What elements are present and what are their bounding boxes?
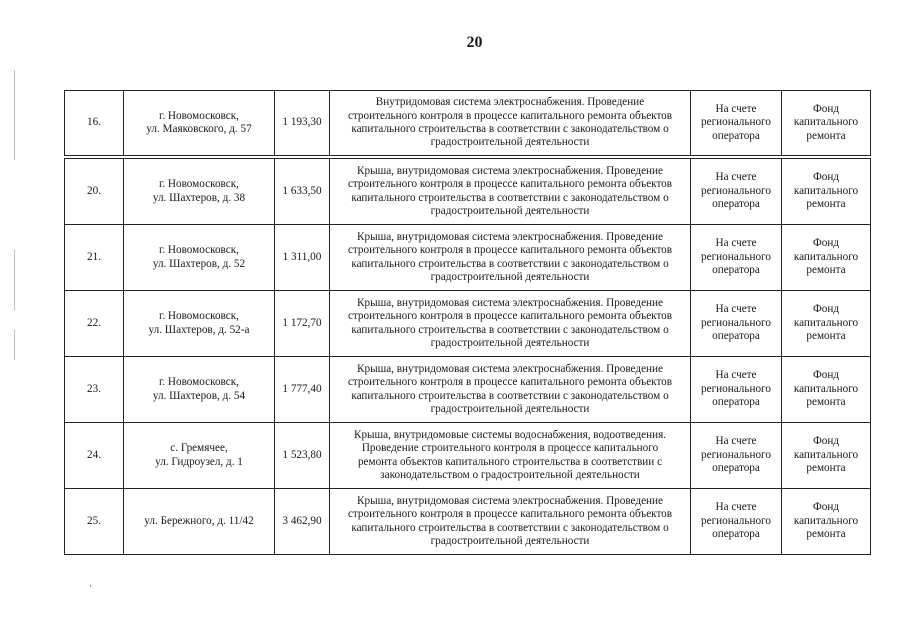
area-cell: 1 311,00 [275, 225, 330, 291]
area-cell: 1 523,80 [275, 423, 330, 489]
work-description-cell-line: градостроительной деятельности [430, 534, 590, 547]
area-cell: 1 777,40 [275, 357, 330, 423]
work-description-cell [330, 357, 691, 423]
address-cell [124, 159, 275, 225]
fund-cell-line: Фонд [812, 369, 840, 382]
address-cell [124, 291, 275, 357]
work-description-cell-line: строительного контроля в процессе капитального ремонта объектов [347, 244, 673, 257]
work-description-cell-line: Крыша, внутридомовая система электроснабжения. Проведение [357, 164, 663, 177]
work-description-cell [330, 225, 691, 291]
address-cell [124, 489, 275, 555]
account-cell-line: оператора [712, 462, 760, 475]
fund-cell [782, 357, 871, 423]
address-cell-line: ул. Маяковского, д. 57 [146, 123, 252, 135]
work-description-cell-line: градостроительной деятельности [430, 136, 590, 149]
row-number-cell: 24. [65, 423, 124, 489]
fund-cell-line: ремонта [806, 264, 846, 277]
work-description-cell-line: градостроительной деятельности [430, 402, 590, 415]
account-cell-line: На счете [715, 171, 757, 184]
fund-cell-line: ремонта [806, 129, 846, 142]
fund-cell-line: Фонд [812, 102, 840, 115]
fund-cell-line: капитального [793, 184, 859, 197]
fund-cell-line: Фонд [812, 435, 840, 448]
account-cell-line: На счете [715, 237, 757, 250]
left-margin-mark [14, 70, 15, 160]
work-description-cell-line: Крыша, внутридомовая система электроснабжения. Проведение [357, 362, 663, 375]
row-number-cell: 23. [65, 357, 124, 423]
account-cell-line: оператора [712, 198, 760, 211]
account-cell-line: регионального [701, 184, 771, 197]
account-cell-line: На счете [715, 303, 757, 316]
account-cell-line: оператора [712, 396, 760, 409]
work-description-cell-line: законодательством о градостроительной деятельности [380, 468, 640, 481]
address-cell [124, 225, 275, 291]
address-cell-line: ул. Шахтеров, д. 52-а [148, 323, 250, 336]
row-number-cell: 22. [65, 291, 124, 357]
work-description-cell-line: Внутридомовая система электроснабжения. Проведение [375, 96, 645, 109]
account-cell-line: регионального [701, 448, 771, 461]
row-number-cell: 21. [65, 225, 124, 291]
area-cell: 3 462,90 [275, 489, 330, 555]
fund-cell-line: капитального [793, 382, 859, 395]
account-cell [691, 91, 782, 156]
address-cell-line: ул. Шахтеров, д. 54 [152, 389, 246, 402]
area-cell: 1 172,70 [275, 291, 330, 357]
fund-cell-line: Фонд [812, 237, 840, 250]
work-description-cell-line: капитального строительства в соответствии с законодательством о [351, 521, 669, 534]
work-description-cell-line: строительного контроля в процессе капитального ремонта объектов [347, 109, 673, 122]
work-description-cell-line: ремонта объектов капитального строительства в соответствии с [357, 455, 663, 468]
address-cell-line: ул. Шахтеров, д. 38 [152, 191, 246, 204]
left-margin-mark [14, 330, 15, 360]
work-description-cell [330, 489, 691, 555]
left-margin-mark [14, 250, 15, 310]
work-description-cell-line: строительного контроля в процессе капитального ремонта объектов [347, 508, 673, 521]
address-cell-line: ул. Гидроузел, д. 1 [155, 455, 243, 468]
work-description-cell-line: капитального строительства в соответствии с законодательством о [351, 191, 669, 204]
area-cell: 1 633,50 [275, 159, 330, 225]
address-cell-line: с. Гремячее, [170, 442, 228, 455]
fund-cell-line: ремонта [806, 462, 846, 475]
table-row [65, 423, 871, 489]
account-cell [691, 489, 782, 555]
work-description-cell-line: строительного контроля в процессе капитального ремонта объектов [347, 178, 673, 191]
work-description-cell-line: капитального строительства в соответствии с законодательством о [351, 389, 669, 402]
area-cell: 1 193,30 [275, 91, 330, 156]
account-cell-line: На счете [715, 501, 757, 514]
address-cell [124, 423, 275, 489]
work-description-cell-line: капитального строительства в соответствии с законодательством о [351, 323, 669, 336]
fund-cell-line: капитального [793, 116, 859, 129]
fund-cell-line: капитального [793, 448, 859, 461]
work-description-cell-line: Крыша, внутридомовая система электроснабжения. Проведение [357, 494, 663, 507]
table-row [65, 489, 871, 555]
address-cell-line: г. Новомосковск, [159, 109, 239, 122]
work-description-cell-line: градостроительной деятельности [430, 204, 590, 217]
fund-cell [782, 91, 871, 156]
table-row [65, 159, 871, 225]
address-cell-line: г. Новомосковск, [159, 244, 239, 257]
account-cell-line: оператора [712, 330, 760, 343]
scan-speck [90, 585, 91, 587]
work-description-cell [330, 159, 691, 225]
table-row [65, 357, 871, 423]
account-cell [691, 423, 782, 489]
address-cell-line: г. Новомосковск, [159, 310, 239, 323]
account-cell-line: На счете [715, 435, 757, 448]
fund-cell-line: ремонта [806, 330, 846, 343]
work-description-cell-line: капитального строительства в соответствии с законодательством о [351, 257, 669, 270]
address-cell-line: ул. Шахтеров, д. 52 [152, 257, 246, 270]
work-description-cell [330, 291, 691, 357]
account-cell [691, 159, 782, 225]
work-description-cell-line: капитального строительства в соответствии с законодательством о [351, 123, 669, 135]
account-cell-line: регионального [701, 116, 771, 129]
fund-cell [782, 489, 871, 555]
account-cell-line: регионального [701, 316, 771, 329]
fund-cell-line: ремонта [806, 396, 846, 409]
fund-cell-line: капитального [793, 514, 859, 527]
register-table [64, 158, 871, 555]
fund-cell-line: Фонд [812, 501, 840, 514]
work-description-cell-line: Крыша, внутридомовые системы водоснабжения, водоотведения. [353, 428, 667, 441]
fund-cell-line: Фонд [812, 303, 840, 316]
row-number-cell: 25. [65, 489, 124, 555]
account-cell-line: оператора [712, 264, 760, 277]
fund-cell [782, 225, 871, 291]
fund-cell-line: капитального [793, 316, 859, 329]
account-cell [691, 225, 782, 291]
address-cell [124, 91, 275, 156]
work-description-cell [330, 91, 691, 156]
account-cell [691, 357, 782, 423]
work-description-cell-line: градостроительной деятельности [430, 270, 590, 283]
fund-cell [782, 159, 871, 225]
address-cell-line: ул. Бережного, д. 11/42 [144, 514, 254, 527]
table-row [65, 91, 871, 156]
fund-cell-line: ремонта [806, 198, 846, 211]
work-description-cell-line: Крыша, внутридомовая система электроснабжения. Проведение [357, 230, 663, 243]
fund-cell-line: Фонд [812, 171, 840, 184]
address-cell [124, 357, 275, 423]
work-description-cell-line: строительного контроля в процессе капитального ремонта объектов [347, 376, 673, 389]
account-cell-line: оператора [712, 528, 760, 541]
table-row [65, 291, 871, 357]
account-cell [691, 291, 782, 357]
fund-cell [782, 291, 871, 357]
register-table-fragment [64, 90, 871, 156]
row-number-cell: 16. [65, 91, 124, 156]
work-description-cell-line: градостроительной деятельности [430, 336, 590, 349]
address-cell-line: г. Новомосковск, [159, 178, 239, 191]
fund-cell [782, 423, 871, 489]
account-cell-line: На счете [715, 102, 757, 115]
fund-cell-line: капитального [793, 250, 859, 263]
table-row [65, 225, 871, 291]
page-number: 20 [466, 34, 483, 51]
account-cell-line: регионального [701, 250, 771, 263]
account-cell-line: оператора [712, 129, 760, 142]
address-cell-line: г. Новомосковск, [159, 376, 239, 389]
work-description-cell-line: Проведение строительного контроля в процессе капитального [361, 442, 659, 455]
work-description-cell [330, 423, 691, 489]
account-cell-line: регионального [701, 514, 771, 527]
account-cell-line: регионального [701, 382, 771, 395]
account-cell-line: На счете [715, 369, 757, 382]
fund-cell-line: ремонта [806, 528, 846, 541]
work-description-cell-line: строительного контроля в процессе капитального ремонта объектов [347, 310, 673, 323]
row-number-cell: 20. [65, 159, 124, 225]
work-description-cell-line: Крыша, внутридомовая система электроснабжения. Проведение [357, 296, 663, 309]
